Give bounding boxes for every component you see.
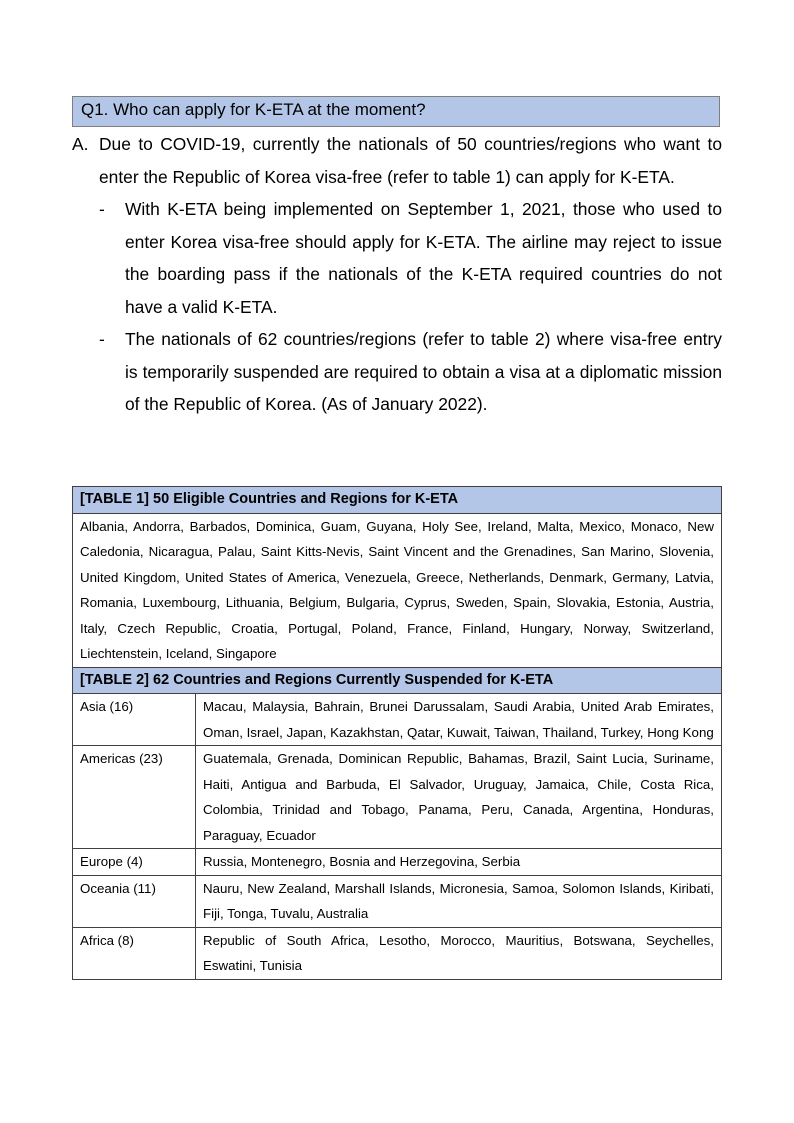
countries-cell: Macau, Malaysia, Bahrain, Brunei Darussalam, Saudi Arabia, United Arab Emirates, Oman, Israel, Japan, Kazakhstan, Qatar, Kuwait, Taiwan, Thailand, Turkey, Hong Kong xyxy=(196,694,722,746)
region-cell: Africa (8) xyxy=(73,927,196,979)
bullet-item xyxy=(72,193,722,323)
table-row xyxy=(73,927,722,979)
bullet-dash: - xyxy=(99,329,105,349)
keta-countries-table xyxy=(72,486,722,980)
region-cell: Asia (16) xyxy=(73,694,196,746)
question-text: Q1. Who can apply for K-ETA at the moment? xyxy=(81,100,426,119)
bullet-text: With K-ETA being implemented on September 1, 2021, those who used to enter Korea visa-free should apply for K-ETA. The airline may reject to issue the boarding pass if the nationals of the K-ETA required countries do not have a valid K-ETA. xyxy=(125,199,722,317)
table1-countries: Albania, Andorra, Barbados, Dominica, Guam, Guyana, Holy See, Ireland, Malta, Mexico, Monaco, New Caledonia, Nicaragua, Palau, Saint Kitts-Nevis, Saint Vincent and the Grenadines, San Marino, Slovenia, United Kingdom, United States of America, Venezuela, Greece, Netherlands, Denmark, Germany, Latvia, Romania, Luxembourg, Lithuania, Belgium, Bulgaria, Cyprus, Sweden, Spain, Slovakia, Estonia, Austria, Italy, Czech Republic, Croatia, Portugal, Poland, France, Finland, Hungary, Norway, Switzerland, Liechtenstein, Iceland, Singapore xyxy=(73,513,722,667)
table1-header-row xyxy=(73,487,722,514)
table-row xyxy=(73,694,722,746)
answer-text: Due to COVID-19, currently the nationals of 50 countries/regions who want to enter the Republic of Korea visa-free (refer to table 1) can apply for K-ETA. xyxy=(99,134,722,187)
region-cell: Europe (4) xyxy=(73,849,196,876)
countries-cell: Russia, Montenegro, Bosnia and Herzegovina, Serbia xyxy=(196,849,722,876)
table2-header: [TABLE 2] 62 Countries and Regions Currently Suspended for K-ETA xyxy=(73,667,722,694)
bullet-dash: - xyxy=(99,199,105,219)
answer-marker: A. xyxy=(72,134,89,154)
table-row xyxy=(73,746,722,849)
table-row xyxy=(73,875,722,927)
table-row xyxy=(73,849,722,876)
answer-block xyxy=(72,128,722,421)
countries-cell: Republic of South Africa, Lesotho, Morocco, Mauritius, Botswana, Seychelles, Eswatini, Tunisia xyxy=(196,927,722,979)
region-cell: Americas (23) xyxy=(73,746,196,849)
countries-cell: Guatemala, Grenada, Dominican Republic, Bahamas, Brazil, Saint Lucia, Suriname, Haiti, Antigua and Barbuda, El Salvador, Uruguay, Jamaica, Chile, Costa Rica, Colombia, Trinidad and Tobago, Panama, Peru, Canada, Argentina, Honduras, Paraguay, Ecuador xyxy=(196,746,722,849)
table1-header: [TABLE 1] 50 Eligible Countries and Regions for K-ETA xyxy=(73,487,722,514)
answer-bullet-list xyxy=(72,193,722,421)
bullet-item xyxy=(72,323,722,421)
table1-countries-row xyxy=(73,513,722,667)
question-heading xyxy=(72,96,720,127)
bullet-text: The nationals of 62 countries/regions (refer to table 2) where visa-free entry is temporarily suspended are required to obtain a visa at a diplomatic mission of the Republic of Korea. (As of January 2022). xyxy=(125,329,722,414)
region-cell: Oceania (11) xyxy=(73,875,196,927)
table2-header-row xyxy=(73,667,722,694)
answer-paragraph xyxy=(72,128,722,193)
countries-cell: Nauru, New Zealand, Marshall Islands, Micronesia, Samoa, Solomon Islands, Kiribati, Fiji, Tonga, Tuvalu, Australia xyxy=(196,875,722,927)
